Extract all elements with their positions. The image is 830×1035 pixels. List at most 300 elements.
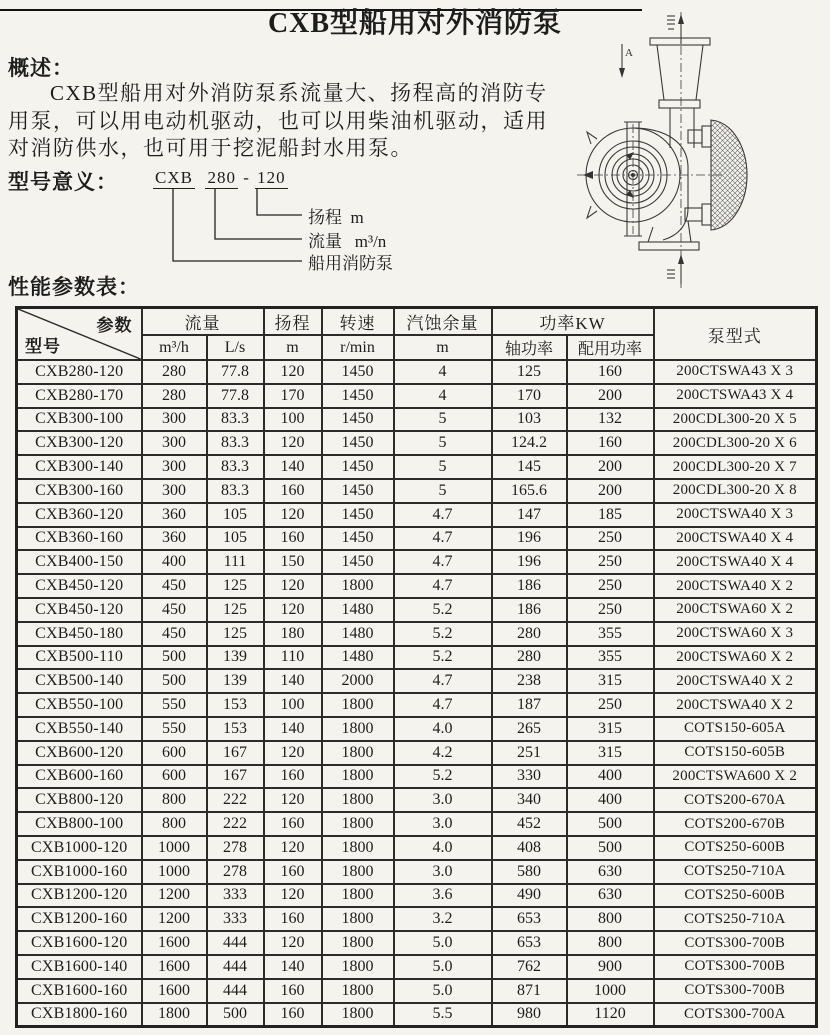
value-cell: 450 <box>142 622 207 646</box>
value-cell: 5.0 <box>394 931 492 955</box>
value-cell: 250 <box>567 693 654 717</box>
table-row <box>17 693 817 717</box>
value-cell: 140 <box>264 669 322 693</box>
value-cell: 1480 <box>322 622 394 646</box>
value-cell: 333 <box>207 884 264 908</box>
value-cell: 111 <box>207 550 264 574</box>
value-cell: 100 <box>264 408 322 432</box>
value-cell: 871 <box>492 979 567 1003</box>
value-cell: 222 <box>207 812 264 836</box>
value-cell: 980 <box>492 1003 567 1027</box>
value-cell: 360 <box>142 503 207 527</box>
value-cell: 1480 <box>322 598 394 622</box>
value-cell: 600 <box>142 765 207 789</box>
value-cell: 1800 <box>322 836 394 860</box>
value-cell: 280 <box>492 646 567 670</box>
value-cell: 200 <box>567 455 654 479</box>
value-cell: 1800 <box>322 717 394 741</box>
value-cell: 280 <box>492 622 567 646</box>
table-row <box>17 574 817 598</box>
model-cell: CXB1200-160 <box>17 907 142 931</box>
value-cell: 196 <box>492 550 567 574</box>
value-cell: 160 <box>264 812 322 836</box>
value-cell: 250 <box>567 598 654 622</box>
model-code-flow: 280 <box>207 168 236 187</box>
model-cell: CXB400-150 <box>17 550 142 574</box>
value-cell: 1450 <box>322 503 394 527</box>
header-npsh: 汽蚀余量 <box>394 308 492 336</box>
pump-type-cell: COTS250-600B <box>654 884 817 908</box>
value-cell: 186 <box>492 574 567 598</box>
pump-technical-drawing <box>575 8 830 293</box>
value-cell: 186 <box>492 598 567 622</box>
value-cell: 630 <box>567 884 654 908</box>
table-row <box>17 598 817 622</box>
value-cell: 167 <box>207 741 264 765</box>
pump-type-cell: 200CDL300-20 X 8 <box>654 479 817 503</box>
model-cell: CXB300-120 <box>17 431 142 455</box>
value-cell: 300 <box>142 479 207 503</box>
value-cell: 139 <box>207 669 264 693</box>
performance-table <box>15 306 818 1028</box>
value-cell: 125 <box>207 574 264 598</box>
overview-line: 用泵，可以用电动机驱动，也可以用柴油机驱动，适用 <box>8 108 548 133</box>
value-cell: 1120 <box>567 1003 654 1027</box>
model-cell: CXB500-110 <box>17 646 142 670</box>
pump-type-cell: 200CTSWA43 X 3 <box>654 360 817 384</box>
model-cell: CXB550-140 <box>17 717 142 741</box>
value-cell: 4.7 <box>394 693 492 717</box>
value-cell: 1800 <box>322 741 394 765</box>
value-cell: 140 <box>264 455 322 479</box>
value-cell: 120 <box>264 884 322 908</box>
table-row <box>17 884 817 908</box>
value-cell: 3.0 <box>394 788 492 812</box>
corner-label-parameter: 参数 <box>96 316 133 335</box>
value-cell: 762 <box>492 955 567 979</box>
value-cell: 187 <box>492 693 567 717</box>
value-cell: 180 <box>264 622 322 646</box>
value-cell: 250 <box>567 550 654 574</box>
value-cell: 147 <box>492 503 567 527</box>
model-code-dash: - <box>243 168 250 187</box>
value-cell: 1600 <box>142 979 207 1003</box>
pump-type-cell: 200CTSWA40 X 4 <box>654 527 817 551</box>
model-cell: CXB1600-120 <box>17 931 142 955</box>
value-cell: 150 <box>264 550 322 574</box>
value-cell: 500 <box>567 836 654 860</box>
table-row <box>17 479 817 503</box>
value-cell: 200 <box>567 479 654 503</box>
pump-type-cell: 200CDL300-20 X 7 <box>654 455 817 479</box>
value-cell: 105 <box>207 503 264 527</box>
value-cell: 4.7 <box>394 527 492 551</box>
value-cell: 1000 <box>567 979 654 1003</box>
value-cell: 4.7 <box>394 550 492 574</box>
value-cell: 1200 <box>142 884 207 908</box>
value-cell: 5.0 <box>394 979 492 1003</box>
model-cell: CXB800-100 <box>17 812 142 836</box>
value-cell: 120 <box>264 931 322 955</box>
value-cell: 4.7 <box>394 503 492 527</box>
model-cell: CXB1200-120 <box>17 884 142 908</box>
value-cell: 653 <box>492 931 567 955</box>
value-cell: 4.0 <box>394 836 492 860</box>
value-cell: 360 <box>142 527 207 551</box>
corner-label-model: 型号 <box>25 337 61 356</box>
value-cell: 500 <box>142 669 207 693</box>
table-row <box>17 622 817 646</box>
value-cell: 160 <box>264 765 322 789</box>
unit-m3h: m³/h <box>142 335 207 360</box>
value-cell: 1800 <box>142 1003 207 1027</box>
value-cell: 278 <box>207 836 264 860</box>
overview-heading: 概述： <box>8 56 74 80</box>
overview-line: 对消防供水，也可用于挖泥船封水用泵。 <box>8 136 413 160</box>
table-row <box>17 384 817 408</box>
value-cell: 450 <box>142 598 207 622</box>
value-cell: 550 <box>142 717 207 741</box>
table-row <box>17 527 817 551</box>
value-cell: 1450 <box>322 408 394 432</box>
header-power: 功率KW <box>492 308 654 336</box>
value-cell: 120 <box>264 836 322 860</box>
value-cell: 1450 <box>322 455 394 479</box>
table-heading: 性能参数表： <box>8 275 140 299</box>
value-cell: 500 <box>142 646 207 670</box>
value-cell: 77.8 <box>207 384 264 408</box>
overview-paragraph <box>8 80 568 163</box>
label-flow-m3n: 流量 m³/n <box>308 232 387 251</box>
value-cell: 120 <box>264 360 322 384</box>
value-cell: 160 <box>567 360 654 384</box>
value-cell: 1480 <box>322 646 394 670</box>
value-cell: 1450 <box>322 360 394 384</box>
table-row <box>17 669 817 693</box>
value-cell: 1800 <box>322 860 394 884</box>
value-cell: 500 <box>567 812 654 836</box>
value-cell: 444 <box>207 931 264 955</box>
header-pump-type: 泵型式 <box>654 308 817 361</box>
value-cell: 160 <box>264 860 322 884</box>
value-cell: 444 <box>207 955 264 979</box>
value-cell: 4 <box>394 384 492 408</box>
value-cell: 800 <box>567 931 654 955</box>
value-cell: 185 <box>567 503 654 527</box>
value-cell: 160 <box>567 431 654 455</box>
value-cell: 140 <box>264 955 322 979</box>
model-cell: CXB550-100 <box>17 693 142 717</box>
value-cell: 490 <box>492 884 567 908</box>
pump-type-cell: 200CTSWA40 X 4 <box>654 550 817 574</box>
value-cell: 1800 <box>322 884 394 908</box>
value-cell: 83.3 <box>207 455 264 479</box>
value-cell: 132 <box>567 408 654 432</box>
pump-type-cell: 200CTSWA40 X 2 <box>654 669 817 693</box>
value-cell: 5.2 <box>394 646 492 670</box>
model-cell: CXB800-120 <box>17 788 142 812</box>
model-cell: CXB500-140 <box>17 669 142 693</box>
value-cell: 167 <box>207 765 264 789</box>
label-marine-fire-pump: 船用消防泵 <box>308 254 393 273</box>
pump-type-cell: COTS150-605A <box>654 717 817 741</box>
model-cell: CXB360-160 <box>17 527 142 551</box>
value-cell: 250 <box>567 574 654 598</box>
pump-type-cell: 200CTSWA43 X 4 <box>654 384 817 408</box>
table-row <box>17 836 817 860</box>
table-row <box>17 360 817 384</box>
value-cell: 160 <box>264 979 322 1003</box>
model-cell: CXB450-120 <box>17 574 142 598</box>
value-cell: 315 <box>567 669 654 693</box>
model-cell: CXB300-100 <box>17 408 142 432</box>
pump-type-cell: COTS250-600B <box>654 836 817 860</box>
value-cell: 1800 <box>322 907 394 931</box>
value-cell: 105 <box>207 527 264 551</box>
value-cell: 355 <box>567 622 654 646</box>
value-cell: 653 <box>492 907 567 931</box>
value-cell: 160 <box>264 907 322 931</box>
value-cell: 100 <box>264 693 322 717</box>
value-cell: 238 <box>492 669 567 693</box>
value-cell: 315 <box>567 741 654 765</box>
value-cell: 5.2 <box>394 622 492 646</box>
value-cell: 120 <box>264 503 322 527</box>
model-cell: CXB1000-120 <box>17 836 142 860</box>
value-cell: 1800 <box>322 574 394 598</box>
value-cell: 1450 <box>322 527 394 551</box>
value-cell: 160 <box>264 1003 322 1027</box>
table-row <box>17 646 817 670</box>
model-code <box>153 168 288 188</box>
pump-type-cell: 200CDL300-20 X 5 <box>654 408 817 432</box>
table-row <box>17 741 817 765</box>
value-cell: 450 <box>142 574 207 598</box>
value-cell: 3.0 <box>394 860 492 884</box>
model-cell: CXB600-160 <box>17 765 142 789</box>
value-cell: 125 <box>207 598 264 622</box>
table-row <box>17 931 817 955</box>
unit-rmin: r/min <box>322 335 394 360</box>
value-cell: 1450 <box>322 431 394 455</box>
value-cell: 4.7 <box>394 574 492 598</box>
table-row <box>17 788 817 812</box>
value-cell: 120 <box>264 598 322 622</box>
overview-line: CXB型船用对外消防泵系流量大、扬程高的消防专 <box>50 81 548 105</box>
pump-type-cell: COTS300-700A <box>654 1003 817 1027</box>
value-cell: 400 <box>567 765 654 789</box>
value-cell: 200 <box>567 384 654 408</box>
value-cell: 4.7 <box>394 669 492 693</box>
value-cell: 5.5 <box>394 1003 492 1027</box>
value-cell: 125 <box>492 360 567 384</box>
value-cell: 1600 <box>142 931 207 955</box>
value-cell: 83.3 <box>207 431 264 455</box>
value-cell: 278 <box>207 860 264 884</box>
value-cell: 280 <box>142 360 207 384</box>
value-cell: 3.6 <box>394 884 492 908</box>
value-cell: 1600 <box>142 955 207 979</box>
value-cell: 5.2 <box>394 765 492 789</box>
table-row <box>17 550 817 574</box>
value-cell: 340 <box>492 788 567 812</box>
value-cell: 330 <box>492 765 567 789</box>
table-row <box>17 408 817 432</box>
value-cell: 600 <box>142 741 207 765</box>
value-cell: 3.2 <box>394 907 492 931</box>
table-row <box>17 907 817 931</box>
value-cell: 120 <box>264 788 322 812</box>
value-cell: 5.0 <box>394 955 492 979</box>
table-row <box>17 860 817 884</box>
value-cell: 5 <box>394 455 492 479</box>
value-cell: 1450 <box>322 550 394 574</box>
unit-ls: L/s <box>207 335 264 360</box>
header-head: 扬程 <box>264 308 322 336</box>
value-cell: 315 <box>567 717 654 741</box>
value-cell: 1800 <box>322 931 394 955</box>
value-cell: 580 <box>492 860 567 884</box>
pump-type-cell: COTS300-700B <box>654 931 817 955</box>
value-cell: 120 <box>264 741 322 765</box>
pump-type-cell: COTS250-710A <box>654 860 817 884</box>
value-cell: 1800 <box>322 812 394 836</box>
value-cell: 3.0 <box>394 812 492 836</box>
value-cell: 124.2 <box>492 431 567 455</box>
value-cell: 170 <box>492 384 567 408</box>
model-cell: CXB1600-160 <box>17 979 142 1003</box>
value-cell: 1450 <box>322 384 394 408</box>
model-code-prefix: CXB <box>155 168 193 187</box>
value-cell: 333 <box>207 907 264 931</box>
value-cell: 4.0 <box>394 717 492 741</box>
table-row <box>17 1003 817 1027</box>
value-cell: 1800 <box>322 765 394 789</box>
value-cell: 280 <box>142 384 207 408</box>
value-cell: 145 <box>492 455 567 479</box>
table-body <box>17 360 817 1026</box>
model-cell: CXB1600-140 <box>17 955 142 979</box>
value-cell: 300 <box>142 408 207 432</box>
value-cell: 222 <box>207 788 264 812</box>
value-cell: 160 <box>264 479 322 503</box>
pump-type-cell: COTS200-670A <box>654 788 817 812</box>
value-cell: 1200 <box>142 907 207 931</box>
model-cell: CXB360-120 <box>17 503 142 527</box>
value-cell: 251 <box>492 741 567 765</box>
value-cell: 5.2 <box>394 598 492 622</box>
value-cell: 1450 <box>322 479 394 503</box>
value-cell: 1800 <box>322 1003 394 1027</box>
header-flow: 流量 <box>142 308 264 336</box>
model-cell: CXB1000-160 <box>17 860 142 884</box>
value-cell: 444 <box>207 979 264 1003</box>
value-cell: 83.3 <box>207 479 264 503</box>
value-cell: 196 <box>492 527 567 551</box>
value-cell: 550 <box>142 693 207 717</box>
pump-type-cell: COTS200-670B <box>654 812 817 836</box>
value-cell: 153 <box>207 693 264 717</box>
value-cell: 103 <box>492 408 567 432</box>
value-cell: 265 <box>492 717 567 741</box>
table-row <box>17 717 817 741</box>
value-cell: 165.6 <box>492 479 567 503</box>
pump-type-cell: 200CTSWA60 X 2 <box>654 598 817 622</box>
pump-type-cell: 200CTSWA60 X 2 <box>654 646 817 670</box>
value-cell: 125 <box>207 622 264 646</box>
value-cell: 139 <box>207 646 264 670</box>
unit-npsh-m: m <box>394 335 492 360</box>
value-cell: 5 <box>394 431 492 455</box>
table-row <box>17 431 817 455</box>
value-cell: 110 <box>264 646 322 670</box>
section-a-label: A <box>625 47 633 59</box>
model-cell: CXB300-140 <box>17 455 142 479</box>
table-row <box>17 765 817 789</box>
unit-shaft-power: 轴功率 <box>492 335 567 360</box>
value-cell: 160 <box>264 527 322 551</box>
pump-type-cell: COTS300-700B <box>654 979 817 1003</box>
value-cell: 355 <box>567 646 654 670</box>
value-cell: 153 <box>207 717 264 741</box>
table-row <box>17 955 817 979</box>
value-cell: 5 <box>394 479 492 503</box>
value-cell: 77.8 <box>207 360 264 384</box>
table-row <box>17 812 817 836</box>
corner-header-cell <box>17 308 142 361</box>
model-meaning-heading: 型号意义： <box>8 170 118 194</box>
pump-type-cell: 200CTSWA40 X 2 <box>654 693 817 717</box>
model-cell: CXB450-120 <box>17 598 142 622</box>
value-cell: 1800 <box>322 693 394 717</box>
model-cell: CXB280-120 <box>17 360 142 384</box>
value-cell: 1800 <box>322 955 394 979</box>
page-title: CXB型船用对外消防泵 <box>267 8 563 39</box>
value-cell: 300 <box>142 455 207 479</box>
value-cell: 5 <box>394 408 492 432</box>
value-cell: 408 <box>492 836 567 860</box>
value-cell: 800 <box>142 812 207 836</box>
table-header <box>17 308 817 361</box>
value-cell: 1000 <box>142 860 207 884</box>
value-cell: 900 <box>567 955 654 979</box>
value-cell: 630 <box>567 860 654 884</box>
model-cell: CXB280-170 <box>17 384 142 408</box>
model-cell: CXB600-120 <box>17 741 142 765</box>
pump-type-cell: 200CTSWA40 X 3 <box>654 503 817 527</box>
pump-type-cell: 200CTSWA40 X 2 <box>654 574 817 598</box>
value-cell: 500 <box>207 1003 264 1027</box>
value-cell: 800 <box>142 788 207 812</box>
model-code-head: 120 <box>257 168 286 187</box>
pump-type-cell: COTS250-710A <box>654 907 817 931</box>
value-cell: 2000 <box>322 669 394 693</box>
table-row <box>17 455 817 479</box>
value-cell: 170 <box>264 384 322 408</box>
value-cell: 250 <box>567 527 654 551</box>
value-cell: 1800 <box>322 979 394 1003</box>
value-cell: 4.2 <box>394 741 492 765</box>
label-head-m: 扬程 m <box>308 208 364 227</box>
pump-type-cell: 200CDL300-20 X 6 <box>654 431 817 455</box>
table-row <box>17 979 817 1003</box>
value-cell: 4 <box>394 360 492 384</box>
value-cell: 83.3 <box>207 408 264 432</box>
table-row <box>17 503 817 527</box>
header-speed: 转速 <box>322 308 394 336</box>
value-cell: 1000 <box>142 836 207 860</box>
value-cell: 120 <box>264 431 322 455</box>
